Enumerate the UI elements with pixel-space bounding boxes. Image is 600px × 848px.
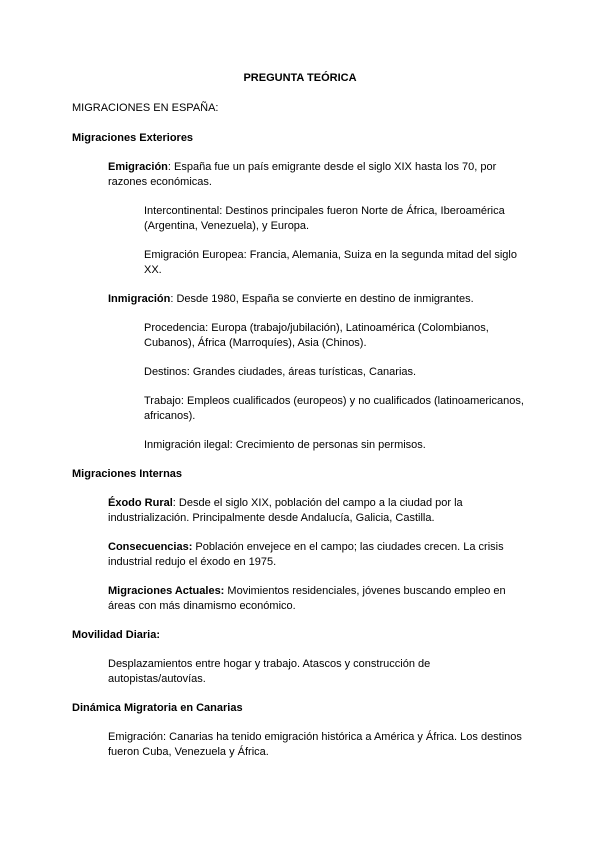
paragraph-exodo-rural	[108, 496, 528, 526]
migraciones-actuales-text: Movimientos residenciales, jóvenes buscando empleo en áreas con más dinamismo económico.	[108, 585, 506, 612]
paragraph-canarias: Emigración: Canarias ha tenido emigración histórica a América y África. Los destinos fueron Cuba, Venezuela y África.	[108, 731, 522, 758]
heading-migraciones-internas: Migraciones Internas	[72, 468, 183, 480]
migraciones-actuales-label: Migraciones Actuales:	[108, 585, 225, 597]
emigracion-text: : España fue un país emigrante desde el siglo XIX hasta los 70, por razones económicas.	[108, 161, 497, 188]
paragraph-inmigracion	[108, 292, 528, 307]
heading-migraciones-exteriores: Migraciones Exteriores	[72, 132, 194, 144]
paragraph-movilidad-diaria: Desplazamientos entre hogar y trabajo. Atascos y construcción de autopistas/autovías.	[108, 658, 431, 685]
paragraph-intercontinental: Intercontinental: Destinos principales fueron Norte de África, Iberoamérica (Argentina, Venezuela), y Europa.	[144, 205, 505, 232]
paragraph-emigracion-europea: Emigración Europea: Francia, Alemania, Suiza en la segunda mitad del siglo XX.	[144, 249, 517, 276]
paragraph-migraciones-actuales	[108, 584, 528, 614]
paragraph-destinos: Destinos: Grandes ciudades, áreas turísticas, Canarias.	[144, 366, 417, 378]
paragraph-trabajo: Trabajo: Empleos cualificados (europeos) y no cualificados (latinoamericanos, africanos).	[144, 395, 524, 422]
inmigracion-label: Inmigración	[108, 293, 171, 305]
emigracion-label: Emigración	[108, 161, 168, 173]
exodo-rural-label: Éxodo Rural	[108, 497, 173, 509]
heading-dinamica-canarias: Dinámica Migratoria en Canarias	[72, 702, 243, 714]
inmigracion-text: : Desde 1980, España se convierte en destino de inmigrantes.	[170, 293, 474, 305]
exodo-rural-text: : Desde el siglo XIX, población del campo a la ciudad por la industrialización. Principalmente desde Andalucía, Galicia, Castilla.	[108, 497, 463, 524]
document-subtitle: MIGRACIONES EN ESPAÑA:	[72, 102, 219, 114]
document-title: PREGUNTA TEÓRICA	[243, 72, 357, 84]
paragraph-emigracion	[108, 160, 528, 190]
heading-movilidad-diaria: Movilidad Diaria:	[72, 629, 161, 641]
paragraph-inmigracion-ilegal: Inmigración ilegal: Crecimiento de personas sin permisos.	[144, 439, 426, 451]
paragraph-consecuencias	[108, 540, 528, 570]
consecuencias-label: Consecuencias:	[108, 541, 193, 553]
paragraph-procedencia: Procedencia: Europa (trabajo/jubilación), Latinoamérica (Colombianos, Cubanos), África (Marroquíes), Asia (Chinos).	[144, 322, 489, 349]
consecuencias-text: Población envejece en el campo; las ciudades crecen. La crisis industrial redujo el éxodo en 1975.	[108, 541, 504, 568]
